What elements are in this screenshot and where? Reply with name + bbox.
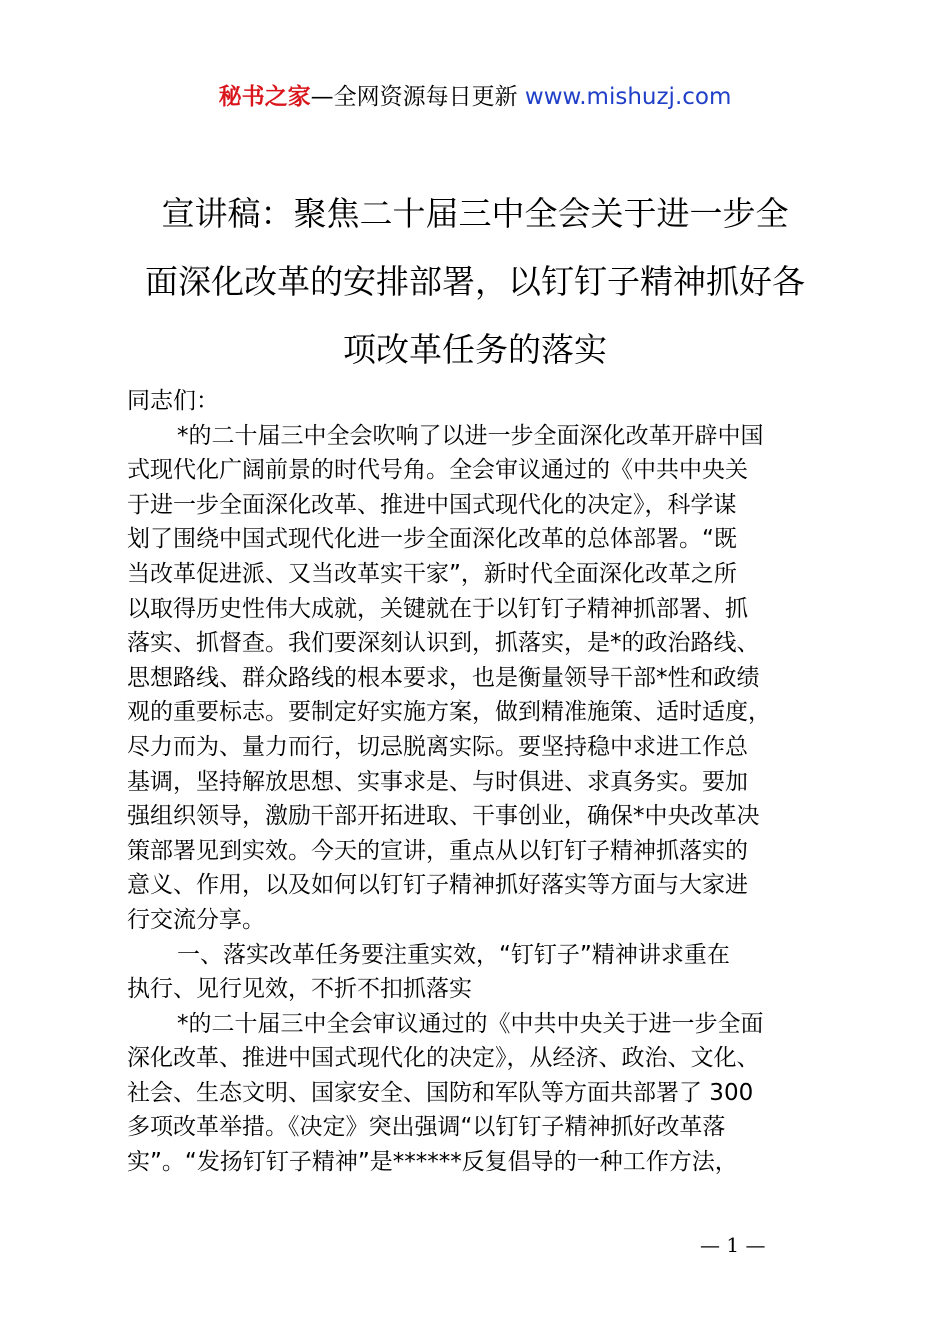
body-line: *的二十届三中全会吹响了以进一步全面深化改革开辟中国: [177, 422, 764, 449]
body-line: 观的重要标志。要制定好实施方案，做到精准施策、适时适度，: [127, 699, 771, 726]
salutation: 同志们：: [127, 388, 219, 414]
title-line: 面深化改革的安排部署，以钉钉子精神抓好各: [145, 262, 805, 301]
document-title: [110, 180, 840, 384]
title-line: 项改革任务的落实: [343, 330, 607, 369]
body-line: 社会、生态文明、国家安全、国防和军队等方面共部署了 300: [127, 1079, 754, 1106]
body-line: 尽力而为、量力而行，切忌脱离实际。要坚持稳中求进工作总: [127, 733, 748, 760]
body-line: 于进一步全面深化改革、推进中国式现代化的决定》，科学谋: [127, 491, 737, 518]
document-body: [127, 384, 847, 1180]
body-line: 以取得历史性伟大成就，关键就在于以钉钉子精神抓部署、抓: [127, 595, 748, 622]
site-header: [0, 82, 950, 112]
page-number: — 1 —: [700, 1233, 766, 1257]
site-tagline: —全网资源每日更新: [310, 84, 525, 110]
body-line: 当改革促进派、又当改革实干家”，新时代全面深化改革之所: [127, 560, 737, 587]
body-line: 策部署见到实效。今天的宣讲，重点从以钉钉子精神抓落实的: [127, 837, 748, 864]
body-line: 落实、抓督查。我们要深刻认识到，抓落实，是*的政治路线、: [127, 630, 760, 657]
body-line: 多项改革举措。《决定》突出强调“以钉钉子精神抓好改革落: [127, 1114, 726, 1141]
body-line: 实”。“发扬钉钉子精神”是******反复倡导的一种工作方法，: [127, 1149, 738, 1176]
section-heading: 执行、见行见效，不折不扣抓落实: [127, 976, 472, 1003]
body-line: 行交流分享。: [127, 906, 265, 933]
body-line: 深化改革、推进中国式现代化的决定》，从经济、政治、文化、: [127, 1045, 760, 1072]
body-line: 意义、作用，以及如何以钉钉子精神抓好落实等方面与大家进: [127, 872, 748, 899]
title-line: 宣讲稿：聚焦二十届三中全会关于进一步全: [161, 194, 789, 233]
body-line: *的二十届三中全会审议通过的《中共中央关于进一步全面: [177, 1010, 764, 1037]
body-line: 思想路线、群众路线的根本要求，也是衡量领导干部*性和政绩: [127, 664, 760, 691]
body-line: 基调，坚持解放思想、实事求是、与时俱进、求真务实。要加: [127, 768, 748, 795]
site-url-link[interactable]: www.mishuzj.com: [524, 84, 732, 110]
site-brand: 秘书之家: [218, 84, 311, 110]
body-line: 式现代化广阔前景的时代号角。全会审议通过的《中共中央关: [127, 457, 748, 484]
body-line: 强组织领导，激励干部开拓进取、干事创业，确保*中央改革决: [127, 803, 760, 830]
body-line: 划了围绕中国式现代化进一步全面深化改革的总体部署。“既: [127, 526, 737, 553]
section-heading: 一、落实改革任务要注重实效，“钉钉子”精神讲求重在: [177, 941, 730, 968]
